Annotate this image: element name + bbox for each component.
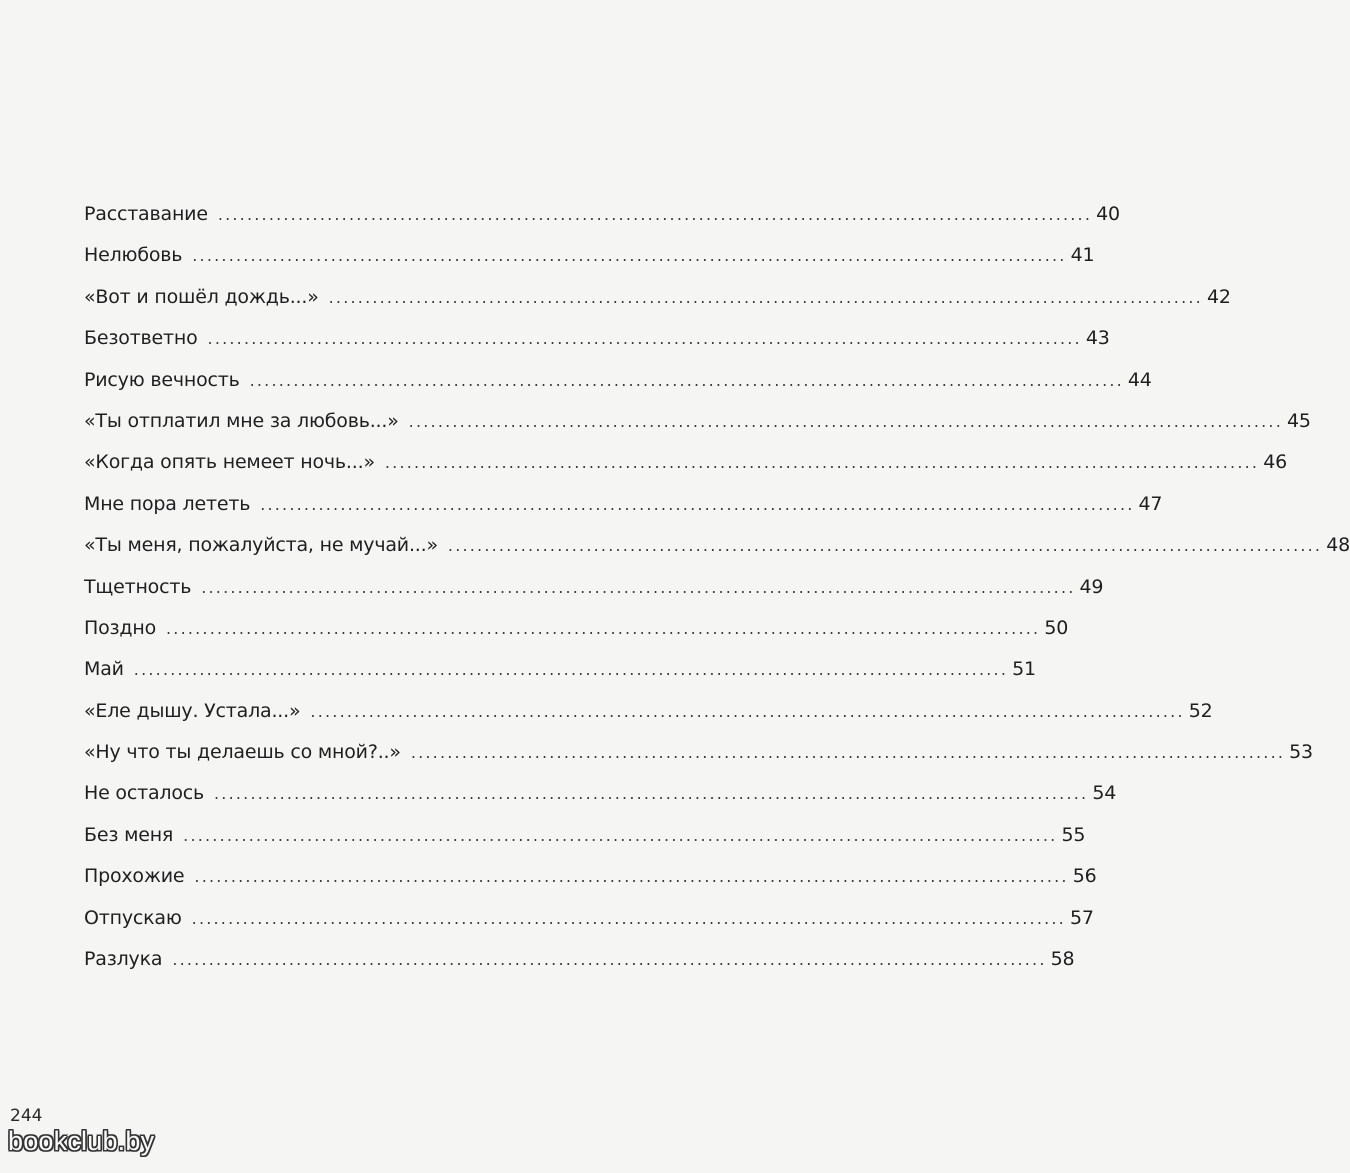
toc-entry-page: 47	[1138, 492, 1163, 515]
toc-entry	[84, 451, 1287, 492]
table-of-contents	[84, 203, 1350, 989]
toc-entry	[84, 534, 1350, 575]
toc-entry	[84, 203, 1120, 244]
toc-entry	[84, 492, 1163, 534]
toc-entry	[84, 741, 1313, 782]
toc-entry-page: 57	[1069, 906, 1094, 929]
toc-entry-title: Отпускаю	[84, 906, 182, 929]
toc-entry	[84, 699, 1213, 741]
toc-entry	[84, 906, 1094, 948]
toc-entry	[84, 865, 1097, 906]
toc-entry-title: «Когда опять немеет ночь...»	[84, 451, 375, 474]
dot-leader: ........................................................................................................................	[310, 701, 1185, 721]
dot-leader: ........................................................................................................................	[201, 577, 1076, 597]
dot-leader: ........................................................................................................................	[249, 370, 1124, 390]
toc-entry-title: Без меня	[84, 823, 174, 846]
dot-leader: ........................................................................................................................	[408, 411, 1283, 431]
toc-entry	[84, 823, 1086, 865]
dot-leader: ........................................................................................................................	[447, 536, 1323, 556]
toc-entry-page: 56	[1072, 865, 1097, 888]
toc-entry	[84, 409, 1311, 451]
dot-leader: ........................................................................................................................	[133, 660, 1009, 680]
dot-leader: ........................................................................................................................	[191, 908, 1066, 928]
dot-leader: ........................................................................................................................	[172, 950, 1047, 970]
toc-entry-page: 54	[1092, 782, 1117, 805]
toc-entry	[84, 782, 1117, 823]
toc-entry-page: 48	[1326, 534, 1350, 557]
toc-entry	[84, 616, 1069, 658]
toc-entry	[84, 658, 1036, 699]
toc-entry-page: 49	[1079, 575, 1104, 598]
toc-entry-title: Разлука	[84, 948, 163, 971]
toc-entry-title: Поздно	[84, 616, 156, 639]
toc-entry-title: Тщетность	[84, 575, 192, 598]
toc-entry-page: 46	[1263, 451, 1287, 474]
dot-leader: ........................................................................................................................	[183, 825, 1058, 845]
toc-entry-page: 45	[1286, 409, 1311, 432]
toc-entry	[84, 948, 1075, 989]
toc-entry-title: «Ты отплатил мне за любовь...»	[84, 409, 399, 432]
toc-entry-page: 40	[1096, 203, 1120, 225]
toc-entry-page: 51	[1012, 658, 1036, 681]
dot-leader: ........................................................................................................................	[410, 743, 1286, 763]
dot-leader: ........................................................................................................................	[214, 784, 1089, 804]
toc-entry-page: 42	[1206, 285, 1231, 308]
toc-entry-page: 50	[1044, 616, 1069, 639]
dot-leader: ........................................................................................................................	[328, 287, 1203, 307]
toc-entry-title: «Ну что ты делаешь со мной?..»	[84, 741, 401, 764]
toc-entry-title: «Вот и пошёл дождь...»	[84, 285, 319, 308]
toc-entry-title: Май	[84, 658, 124, 681]
toc-entry	[84, 285, 1231, 327]
toc-entry	[84, 368, 1152, 410]
dot-leader: ........................................................................................................................	[166, 618, 1041, 638]
toc-entry-page: 41	[1070, 244, 1095, 267]
toc-entry-page: 43	[1085, 327, 1110, 350]
toc-entry-title: «Ты меня, пожалуйста, не мучай...»	[84, 534, 438, 557]
toc-entry-page: 53	[1289, 741, 1313, 764]
dot-leader: ........................................................................................................................	[194, 867, 1069, 887]
toc-entry-title: Рисую вечность	[84, 368, 240, 391]
toc-entry-title: Не осталось	[84, 782, 205, 805]
page-number: 244	[10, 1106, 43, 1126]
toc-entry-page: 55	[1061, 823, 1086, 846]
toc-entry	[84, 575, 1104, 617]
toc-entry-title: Нелюбовь	[84, 244, 183, 267]
toc-entry-page: 44	[1127, 368, 1152, 391]
toc-entry-page: 52	[1188, 699, 1213, 722]
toc-entry-title: Безответно	[84, 327, 198, 350]
dot-leader: ........................................................................................................................	[384, 453, 1260, 473]
dot-leader: ........................................................................................................................	[207, 329, 1082, 349]
toc-entry-title: «Еле дышу. Устала...»	[84, 699, 301, 722]
toc-entry-page: 58	[1050, 948, 1075, 971]
dot-leader: ........................................................................................................................	[192, 246, 1067, 266]
toc-entry-title: Расставание	[84, 203, 208, 225]
toc-entry	[84, 327, 1110, 368]
dot-leader: ........................................................................................................................	[260, 494, 1135, 514]
toc-entry-title: Прохожие	[84, 865, 185, 888]
dot-leader: ........................................................................................................................	[217, 205, 1093, 224]
watermark-logo: bookclub.by	[8, 1126, 155, 1156]
toc-entry-title: Мне пора лететь	[84, 492, 251, 515]
toc-entry	[84, 244, 1095, 285]
